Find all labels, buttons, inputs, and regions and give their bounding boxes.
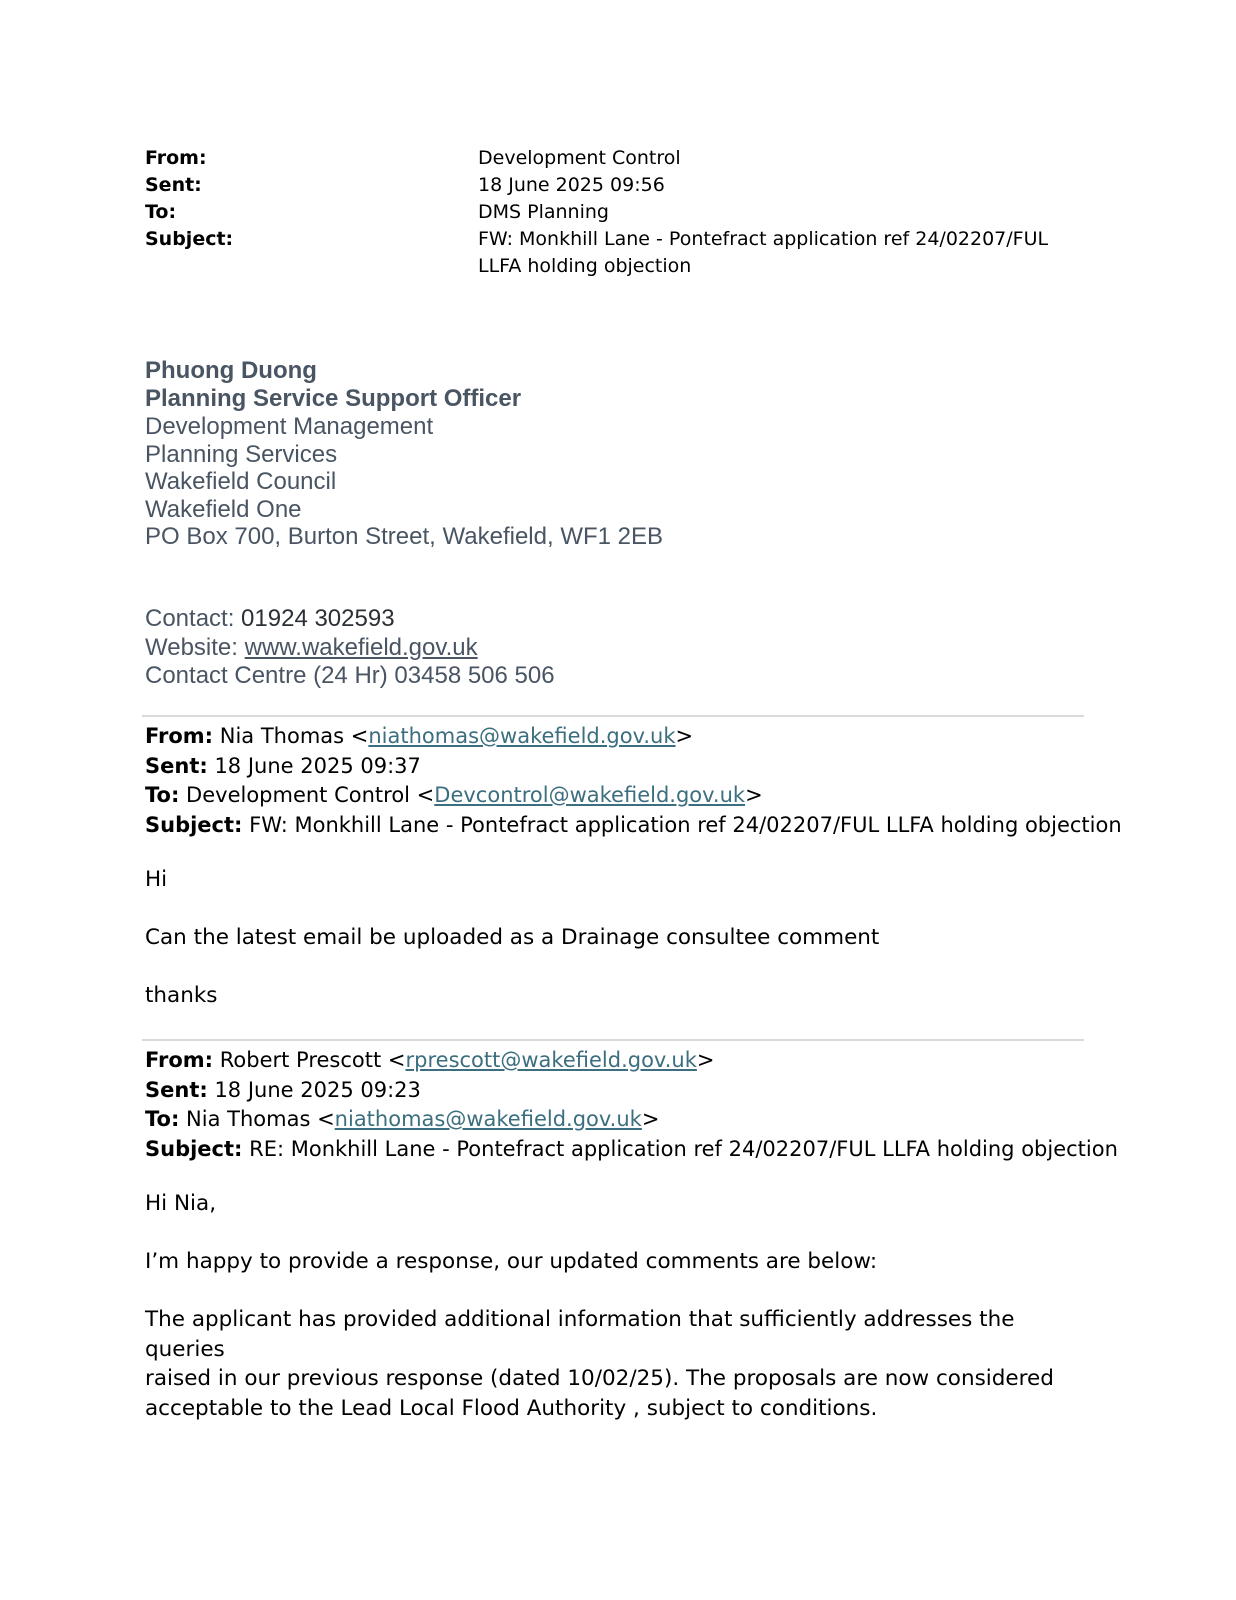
email-2-subject-value: RE: Monkhill Lane - Pontefract application ref 24/02207/FUL LLFA holding objection	[242, 1136, 1118, 1161]
signature-block	[145, 357, 663, 551]
website-label: Website:	[145, 633, 245, 661]
email-1-from-close: >	[675, 724, 694, 748]
header-sent-value: 18 June 2025 09:56	[478, 174, 665, 196]
email-1-subject-row	[145, 811, 1122, 841]
email-1-to-label: To:	[145, 783, 180, 807]
email-2-paragraph	[145, 1305, 1075, 1423]
email-2-from-name: Robert Prescott <	[213, 1048, 406, 1072]
website-link[interactable]: www.wakefield.gov.uk	[244, 633, 478, 661]
email-1-sent-label: Sent:	[145, 753, 208, 778]
email-divider	[142, 1039, 1084, 1041]
signature-address: PO Box 700, Burton Street, Wakefield, WF1 2EB	[145, 523, 664, 550]
header-to-value: DMS Planning	[478, 201, 609, 223]
email-2-subject-row	[145, 1135, 1118, 1165]
email-2-paragraph-line: The applicant has provided additional information that sufficiently addresses the queries	[145, 1307, 1015, 1362]
email-2-greeting: Hi Nia,	[145, 1191, 217, 1216]
contact-label: Contact:	[145, 605, 242, 632]
email-2-from-label: From:	[145, 1048, 214, 1072]
header-from-value: Development Control	[478, 147, 681, 169]
email-1-header	[145, 722, 1122, 840]
email-2-from-close: >	[696, 1048, 715, 1072]
signature-contact-block	[145, 605, 555, 691]
email-header	[145, 145, 1085, 280]
email-1-sent-value: 18 June 2025 09:37	[207, 753, 421, 778]
header-to-row	[145, 199, 1085, 226]
email-2-header	[145, 1046, 1118, 1164]
email-2-paragraph-line: raised in our previous response (dated 10/02/25). The proposals are now considered	[145, 1366, 1054, 1391]
signature-line: Wakefield Council	[145, 468, 337, 495]
email-divider	[142, 715, 1084, 717]
contact-centre-line: Contact Centre (24 Hr) 03458 506 506	[145, 662, 555, 689]
email-2-sent-row	[145, 1076, 1118, 1106]
contact-phone-line	[145, 605, 555, 634]
email-1-from-label: From:	[145, 724, 214, 748]
email-2-to-label: To:	[145, 1107, 180, 1131]
header-sent-label: Sent:	[145, 174, 202, 196]
contact-number: 01924 302593	[241, 605, 395, 632]
email-1-greeting: Hi	[145, 867, 168, 892]
email-2-intro: I’m happy to provide a response, our updated comments are below:	[145, 1249, 878, 1274]
email-1-to-row	[145, 781, 1122, 811]
email-1-from-email-link[interactable]: niathomas@wakefield.gov.uk	[368, 724, 676, 748]
email-1-sent-row	[145, 752, 1122, 782]
signature-line: Development Management	[145, 413, 434, 440]
header-from-label: From:	[145, 147, 207, 169]
header-subject-row	[145, 226, 1085, 280]
email-2-subject-label: Subject:	[145, 1136, 243, 1161]
signature-role: Planning Service Support Officer	[145, 385, 522, 412]
email-1-from-name: Nia Thomas <	[213, 724, 369, 748]
email-2-sent-label: Sent:	[145, 1077, 208, 1102]
email-1-to-close: >	[745, 783, 763, 807]
email-1-to-name: Development Control <	[179, 783, 435, 807]
signature-name: Phuong Duong	[145, 357, 317, 384]
email-1-subject-value: FW: Monkhill Lane - Pontefract application ref 24/02207/FUL LLFA holding objection	[242, 812, 1122, 837]
email-2-to-name: Nia Thomas <	[179, 1107, 335, 1131]
email-2-to-email-link[interactable]: niathomas@wakefield.gov.uk	[334, 1107, 642, 1131]
header-subject-value: FW: Monkhill Lane - Pontefract application ref 24/02207/FUL LLFA holding objection	[478, 228, 1049, 277]
email-1-subject-label: Subject:	[145, 812, 243, 837]
email-2-sent-value: 18 June 2025 09:23	[207, 1077, 421, 1102]
header-to-label: To:	[145, 201, 177, 223]
email-1-from-row	[145, 722, 1122, 752]
email-1-body: Can the latest email be uploaded as a Drainage consultee comment	[145, 925, 880, 950]
email-2-paragraph-line: acceptable to the Lead Local Flood Authority , subject to conditions.	[145, 1395, 878, 1421]
email-2-from-email-link[interactable]: rprescott@wakefield.gov.uk	[405, 1048, 697, 1072]
email-1-to-email-link[interactable]: Devcontrol@wakefield.gov.uk	[434, 783, 746, 807]
signature-line: Wakefield One	[145, 495, 302, 523]
email-2-to-row	[145, 1105, 1118, 1135]
header-subject-label: Subject:	[145, 228, 234, 250]
email-2-to-close: >	[641, 1107, 660, 1131]
header-sent-row	[145, 172, 1085, 199]
signature-line: Planning Services	[145, 440, 338, 468]
header-from-row	[145, 145, 1085, 172]
email-2-from-row	[145, 1046, 1118, 1076]
email-1-signoff: thanks	[145, 983, 218, 1008]
website-line	[145, 634, 555, 663]
